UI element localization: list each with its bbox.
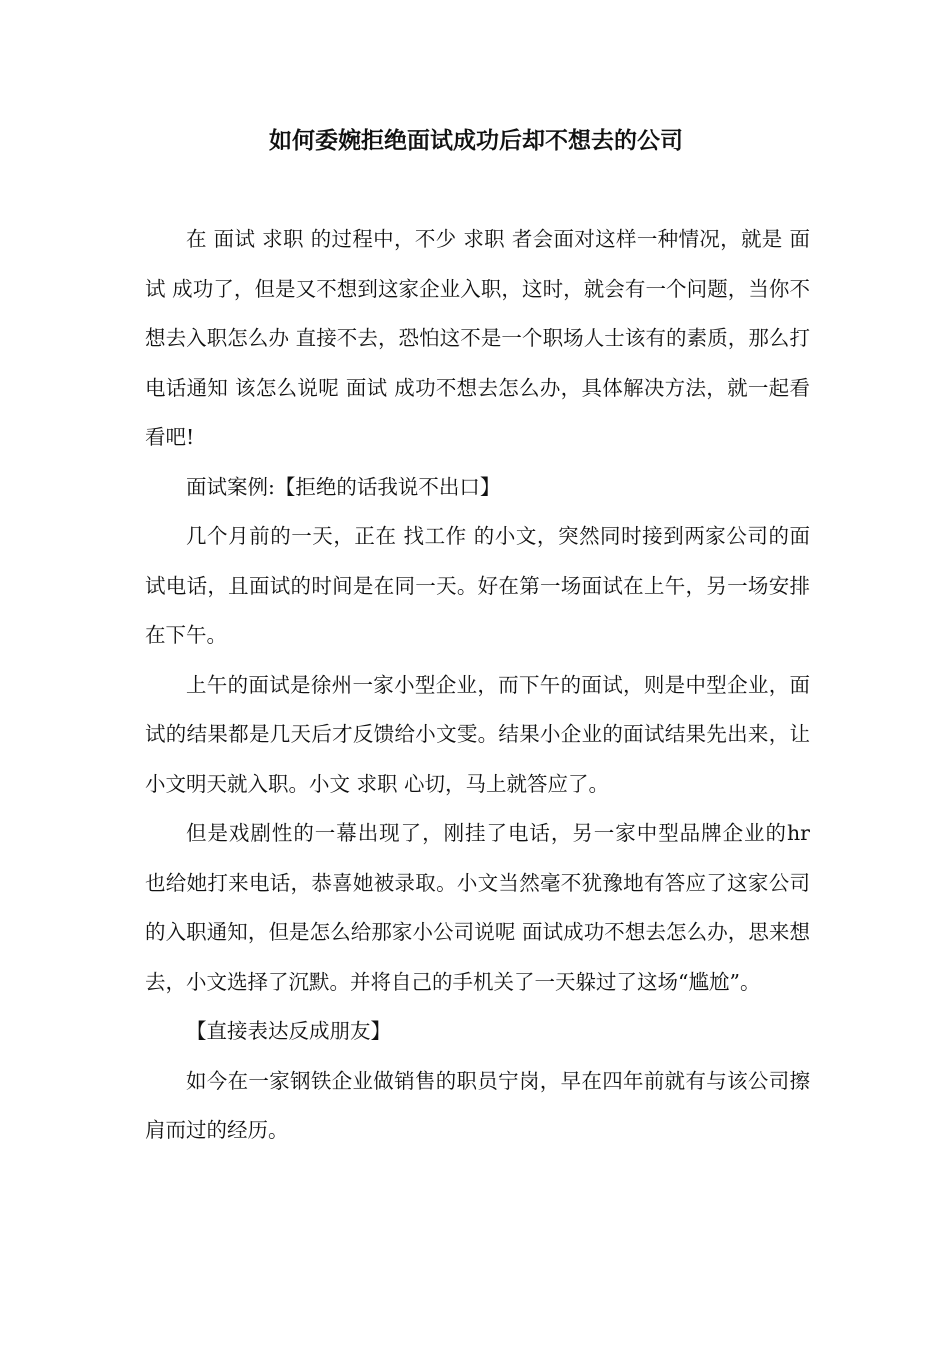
document-body	[145, 215, 810, 1156]
paragraph-section-heading: 【直接表达反成朋友】	[186, 1019, 391, 1043]
document-title: 如何委婉拒绝面试成功后却不想去的公司	[269, 127, 683, 154]
paragraph-second-case: 如今在一家钢铁企业做销售的职员宁岗，早在四年前就有与该公司擦肩而过的经历。	[145, 1068, 810, 1142]
paragraph-intro: 在 面试 求职 的过程中，不少 求职 者会面对这样一种情况，就是 面试 成功了，但是又不想到这家企业入职，这时，就会有一个问题，当你不想去入职怎么办 直接不去，恐怕这不是一个职场人士该有的素质，那么打电话通知 该怎么说呢 面试 成功不想去怎么办，具体解决方法，就一起看看吧!	[145, 227, 810, 449]
paragraph-case-heading: 面试案例:【拒绝的话我说不出口】	[186, 474, 501, 499]
paragraph-case-result: 上午的面试是徐州一家小型企业，而下午的面试，则是中型企业，面试的结果都是几天后才反馈给小文雯。结果小企业的面试结果先出来，让小文明天就入职。小文 求职 心切，马上就答应了。	[145, 672, 810, 796]
paragraph-case-story: 几个月前的一天，正在 找工作 的小文，突然同时接到两家公司的面试电话，且面试的时间是在同一天。好在第一场面试在上午，另一场安排在下午。	[145, 524, 810, 647]
paragraph-case-twist: 但是戏剧性的一幕出现了，刚挂了电话，另一家中型品牌企业的hr 也给她打来电话，恭喜她被录取。小文当然毫不犹豫地有答应了这家公司的入职通知，但是怎么给那家小公司说呢 面试成功不想去怎么办，思来想去，小文选择了沉默。并将自己的手机关了一天躲过了这场“尴尬”。	[145, 821, 810, 994]
